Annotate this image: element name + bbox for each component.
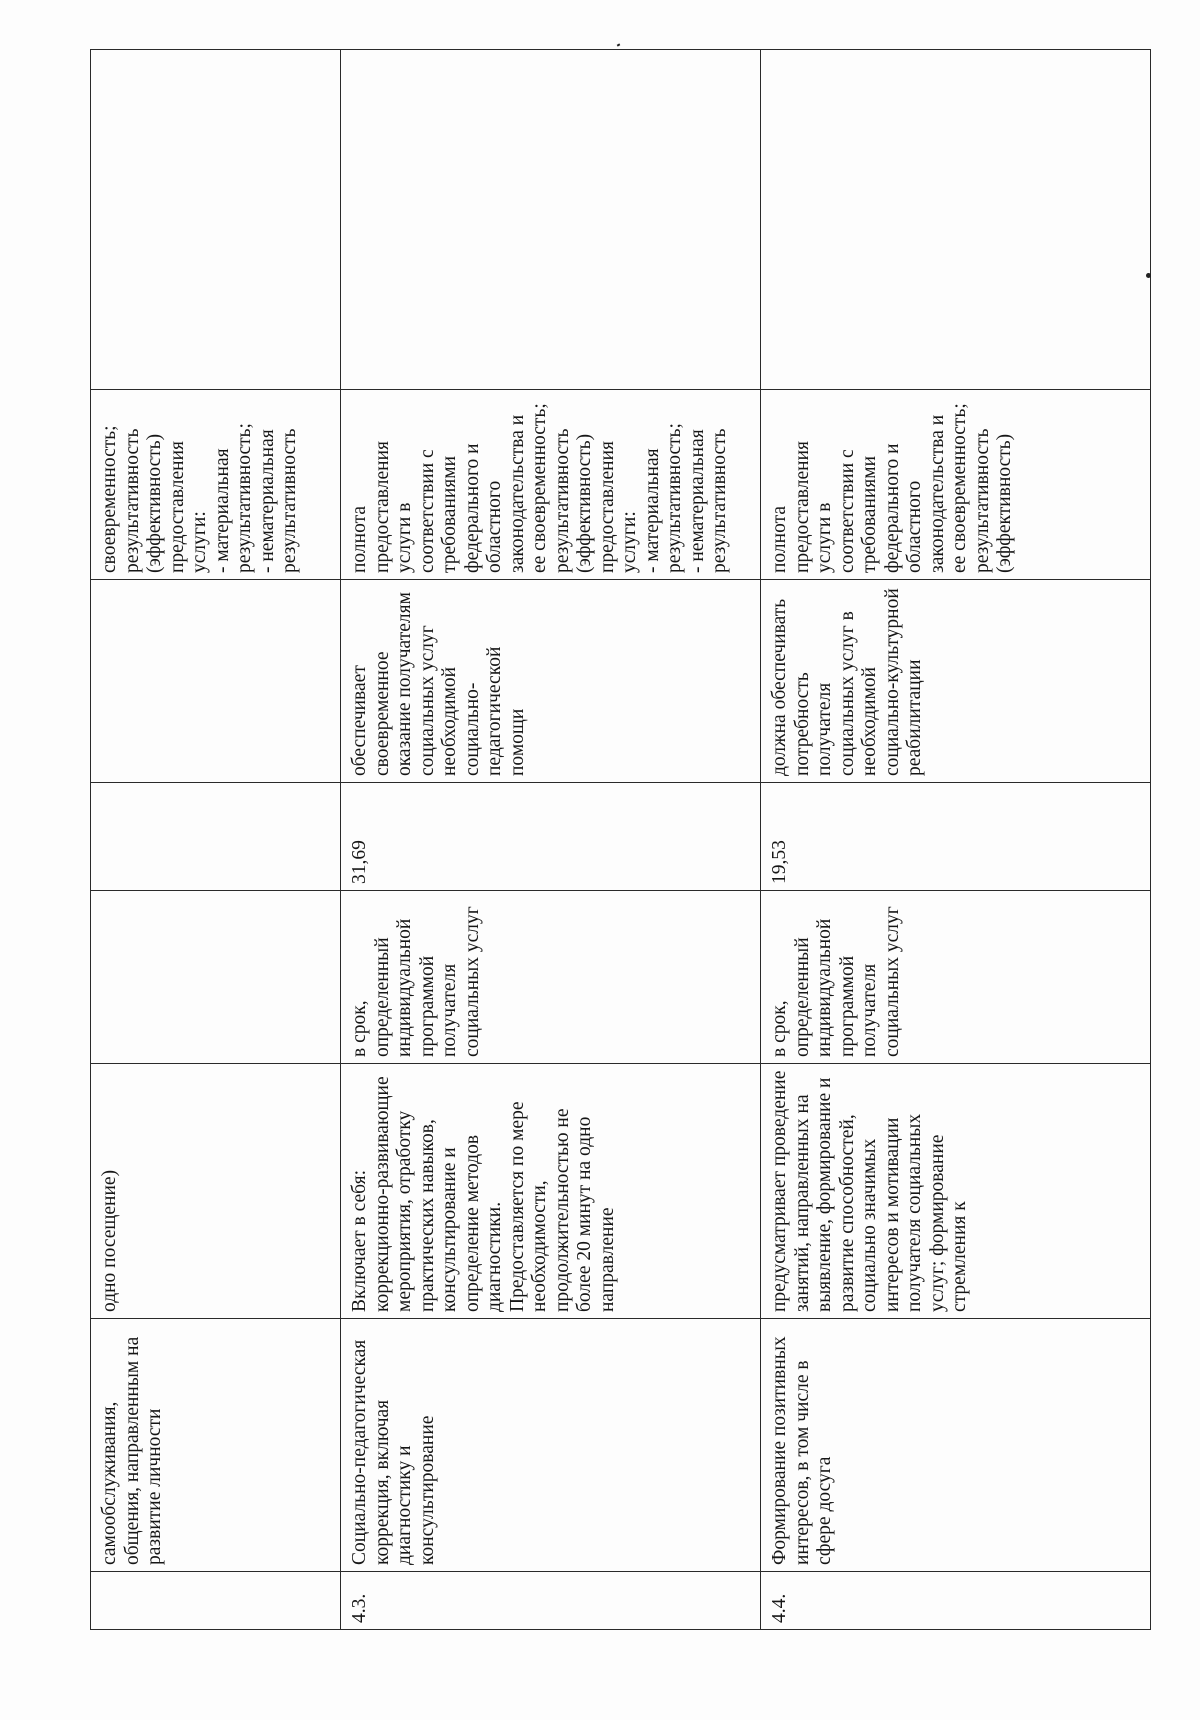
scan-dot xyxy=(1146,273,1151,278)
table-row xyxy=(761,50,1151,1630)
service-quality: полнота предоставления услуги в соответствии с требованиями федерального и областного законодательства и ее своевременность; результативность (эффективность) xyxy=(761,390,1151,580)
service-volume: должна обеспечивать потребность получателя социальных услуг в необходимой социально-культурной реабилитации xyxy=(761,580,1151,783)
service-evaluation xyxy=(91,50,341,390)
service-name: Социально-педагогическая коррекция, включая диагностику и консультирование xyxy=(341,1319,761,1572)
service-volume xyxy=(91,580,341,783)
table-row xyxy=(341,50,761,1630)
rotated-table-container xyxy=(90,50,1150,1630)
service-evaluation xyxy=(341,50,761,390)
service-price: 19,53 xyxy=(761,783,1151,891)
service-term: в срок, определенный индивидуальной программой получателя социальных услуг xyxy=(761,891,1151,1064)
scan-speck xyxy=(617,43,621,46)
service-name: самообслуживания, общения, направленным на развитие личности xyxy=(91,1319,341,1572)
row-number: 4.3. xyxy=(341,1572,761,1630)
service-description: Включает в себя: коррекционно-развивающие мероприятия, отработку практических навыков, консультирование и определение методов диагностики. Предоставляется по мере необходимости, продолжительностью не более 20 минут на одно направление xyxy=(341,1064,761,1319)
service-term: в срок, определенный индивидуальной программой получателя социальных услуг xyxy=(341,891,761,1064)
service-description: предусматривает проведение занятий, направленных на выявление, формирование и развитие способностей, социально значимых интересов и мотивации получателя социальных услуг; формирование стремления к xyxy=(761,1064,1151,1319)
service-quality: полнота предоставления услуги в соответствии с требованиями федерального и областного законодательства и ее своевременность; результативность (эффективность) предоставления услуги: - материальная результативность; - нематериальная результативность xyxy=(341,390,761,580)
service-name: Формирование позитивных интересов, в том числе в сфере досуга xyxy=(761,1319,1151,1572)
service-price: 31,69 xyxy=(341,783,761,891)
service-price xyxy=(91,783,341,891)
service-description: одно посещение) xyxy=(91,1064,341,1319)
table-row xyxy=(91,50,341,1630)
service-volume: обеспечивает своевременное оказание получателям социальных услуг необходимой социально-педагогической помощи xyxy=(341,580,761,783)
service-term xyxy=(91,891,341,1064)
service-quality: своевременность; результативность (эффективность) предоставления услуги: - материальная результативность; - нематериальная результативность xyxy=(91,390,341,580)
row-number: 4.4. xyxy=(761,1572,1151,1630)
row-number xyxy=(91,1572,341,1630)
services-table xyxy=(90,49,1151,1630)
service-evaluation xyxy=(761,50,1151,390)
